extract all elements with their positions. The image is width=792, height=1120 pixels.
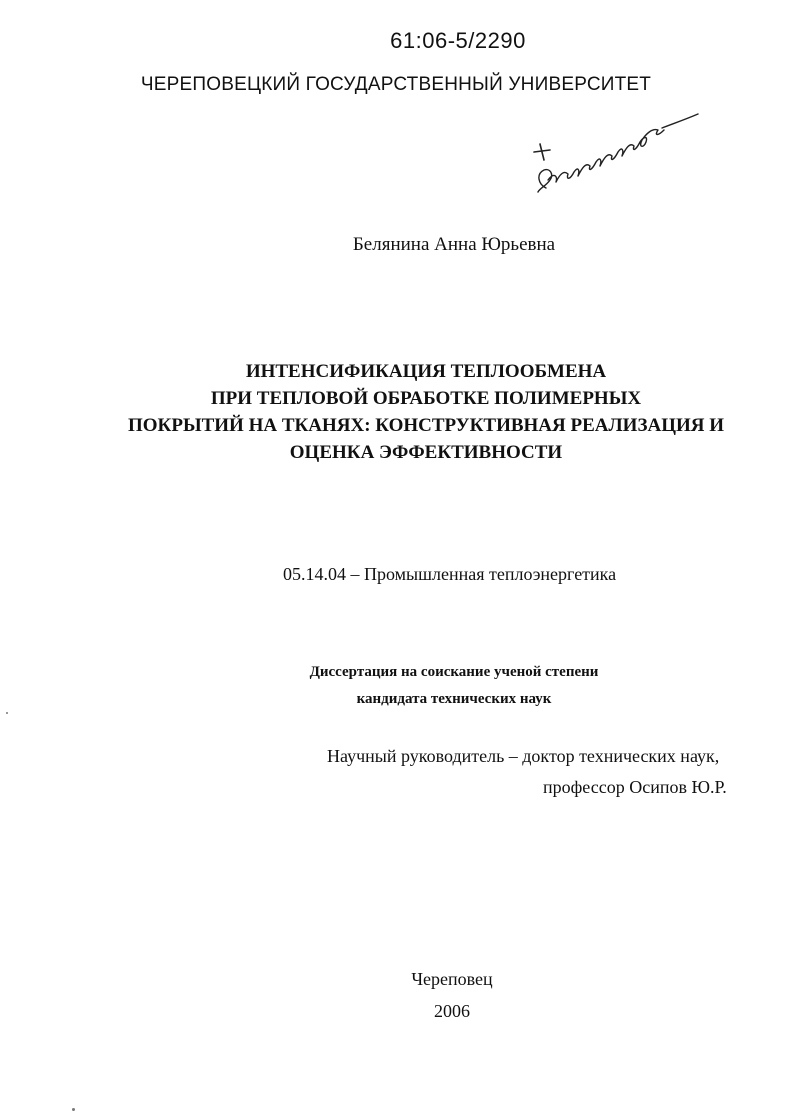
title-line: ОЦЕНКА ЭФФЕКТИВНОСТИ: [289, 442, 563, 463]
dissertation-title: [30, 358, 792, 466]
degree-statement: [58, 659, 792, 713]
title-line: ИНТЕНСИФИКАЦИЯ ТЕПЛООБМЕНА: [245, 361, 607, 382]
title-line: ПРИ ТЕПЛОВОЙ ОБРАБОТКЕ ПОЛИМЕРНЫХ: [210, 388, 642, 409]
degree-line: Диссертация на соискание ученой степени: [309, 664, 599, 680]
title-line: ПОКРЫТИЙ НА ТКАНЯХ: КОНСТРУКТИВНАЯ РЕАЛИЗАЦИЯ И: [128, 415, 724, 436]
supervisor-name: профессор Осипов Ю.Р.: [543, 777, 727, 797]
author-name: Белянина Анна Юрьевна: [352, 234, 556, 255]
year: 2006: [434, 1001, 470, 1021]
speciality-code: 05.14.04 – Промышленная теплоэнергетика: [283, 564, 617, 584]
registry-code: 61:06-5/2290: [390, 28, 526, 53]
scan-speck: [6, 712, 8, 714]
degree-line: кандидата технических наук: [356, 691, 552, 707]
supervisor-title: Научный руководитель – доктор технических наук,: [327, 746, 720, 766]
scan-speck: [72, 1108, 75, 1111]
handwritten-signature: [520, 100, 710, 210]
city: Череповец: [411, 969, 493, 989]
university-name: ЧЕРЕПОВЕЦКИЙ ГОСУДАРСТВЕННЫЙ УНИВЕРСИТЕТ: [140, 74, 652, 95]
